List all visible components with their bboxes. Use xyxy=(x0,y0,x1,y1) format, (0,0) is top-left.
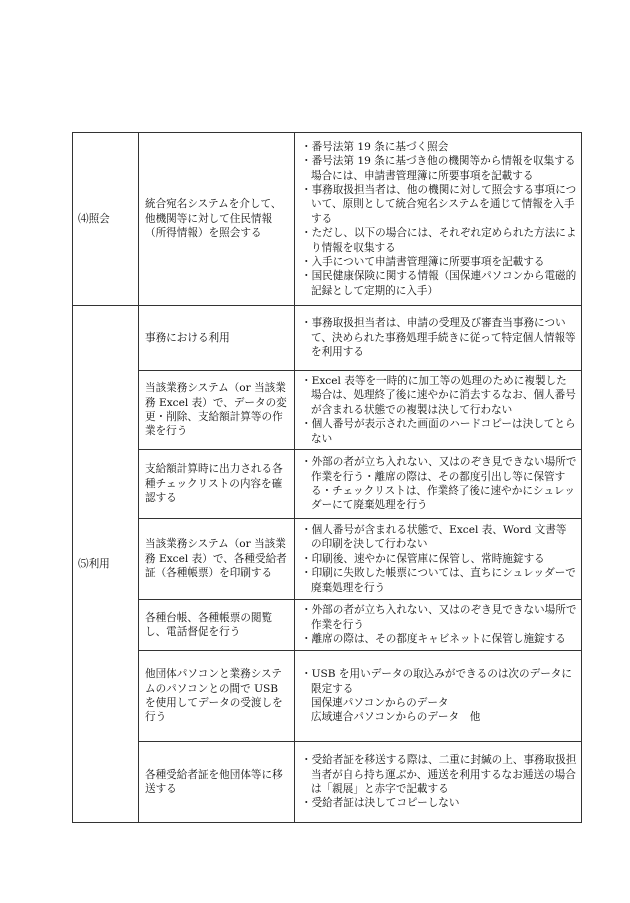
list-item: ・番号法第 19 条に基づき他の機関等から情報を収集する場合には、申請書管理簿に所要事項を記載する xyxy=(301,155,576,182)
table-row xyxy=(73,519,582,600)
table-row xyxy=(73,306,582,371)
description-cell xyxy=(295,450,582,519)
description-cell xyxy=(295,306,582,371)
list-item: ・印刷後、速やかに保管庫に保管し、常時施錠する xyxy=(301,552,545,565)
list-item: ・USB を用いデータの取込みができるのは次のデータに限定する xyxy=(301,668,572,695)
action-cell: 各種受給者証を他団体等に移送する xyxy=(139,742,295,823)
bullet-list xyxy=(301,667,577,725)
list-item: ・個人番号が表示された画面のハードコピーは決してとらない xyxy=(301,418,576,445)
table-row xyxy=(73,371,582,450)
description-cell xyxy=(295,133,582,306)
bullet-list xyxy=(301,603,577,646)
list-item: ・Excel 表等を一時的に加工等の処理のために複製した場合は、処理終了後に速やかに消去するなお、個人番号が含まれる状態での複製は決して行わない xyxy=(301,375,576,416)
list-item: ・ただし、以下の場合には、それぞれ定められた方法により情報を収集する xyxy=(301,227,577,254)
section-label-riyou: ⑸利用 xyxy=(73,306,139,823)
action-cell: 支給額計算時に出力される各種チェックリストの内容を確認する xyxy=(139,450,295,519)
action-cell: 当該業務システム（or 当該業務 Excel 表）で、データの変更・削除、支給額計算等の作業を行う xyxy=(139,371,295,450)
action-cell: 当該業務システム（or 当該業務 Excel 表）で、各種受給者証（各種帳票）を印刷する xyxy=(139,519,295,600)
list-subitem: 国保連パソコンからのデータ xyxy=(311,697,449,710)
list-item: ・受給者証は決してコピーしない xyxy=(301,797,460,810)
action-cell: 統合宛名システムを介して、他機関等に対して住民情報（所得情報）を照会する xyxy=(139,133,295,306)
bullet-list xyxy=(301,316,577,359)
action-cell: 他団体パソコンと業務システムのパソコンとの間で USB を使用してデータの受渡しを行う xyxy=(139,651,295,742)
table-row xyxy=(73,450,582,519)
list-subitem: 広域連合パソコンからのデータ 他 xyxy=(311,711,481,724)
action-cell: 事務における利用 xyxy=(139,306,295,371)
description-cell xyxy=(295,651,582,742)
bullet-list xyxy=(301,374,577,446)
list-item: ・受給者証を移送する際は、二重に封緘の上、事務取扱担当者が自ら持ち運ぶか、逓送を利用するなお逓送の場合は「親展」と赤字で記載する xyxy=(301,754,577,796)
list-item: ・印刷に失敗した帳票については、直ちにシュレッダーで廃棄処理を行う xyxy=(301,567,576,594)
procedure-table-page xyxy=(72,132,582,823)
bullet-list xyxy=(301,753,577,811)
bullet-list xyxy=(301,523,577,595)
list-item: ・外部の者が立ち入れない、又はのぞき見できない場所で作業を行う xyxy=(301,604,577,631)
procedure-table xyxy=(72,132,582,823)
description-cell xyxy=(295,600,582,651)
table-row xyxy=(73,742,582,823)
list-item: ・国民健康保険に関する情報（国保連パソコンから電磁的記録として定期的に入手） xyxy=(301,270,577,297)
section-label-shokai: ⑷照会 xyxy=(73,133,139,306)
bullet-list xyxy=(301,140,577,298)
list-item: ・入手について申請書管理簿に所要事項を記載する xyxy=(301,256,545,269)
description-cell xyxy=(295,519,582,600)
list-item: ・離席の際は、その都度キャビネットに保管し施錠する xyxy=(301,633,566,646)
list-item: ・個人番号が含まれる状態で、Excel 表、Word 文書等の印刷を決して行わない xyxy=(301,524,567,551)
list-item: ・事務取扱担当者は、他の機関に対して照会する事項について、原則として統合宛名システムを通じて情報を入手する xyxy=(301,183,577,225)
table-row xyxy=(73,133,582,306)
list-item: ・外部の者が立ち入れない、又はのぞき見できない場所で作業を行う・離席の際は、その都度引出し等に保管する・チェックリストは、作業終了後に速やかにシュレッダーにて廃棄処理を行う xyxy=(301,456,577,512)
table-row xyxy=(73,651,582,742)
action-cell: 各種台帳、各種帳票の閲覧し、電話督促を行う xyxy=(139,600,295,651)
table-row xyxy=(73,600,582,651)
list-item: ・事務取扱担当者は、申請の受理及び審査当事務について、決められた事務処理手続きに従って特定個人情報等を利用する xyxy=(301,317,576,359)
description-cell xyxy=(295,371,582,450)
description-cell xyxy=(295,742,582,823)
bullet-list xyxy=(301,455,577,513)
list-item: ・番号法第 19 条に基づく照会 xyxy=(301,140,449,153)
